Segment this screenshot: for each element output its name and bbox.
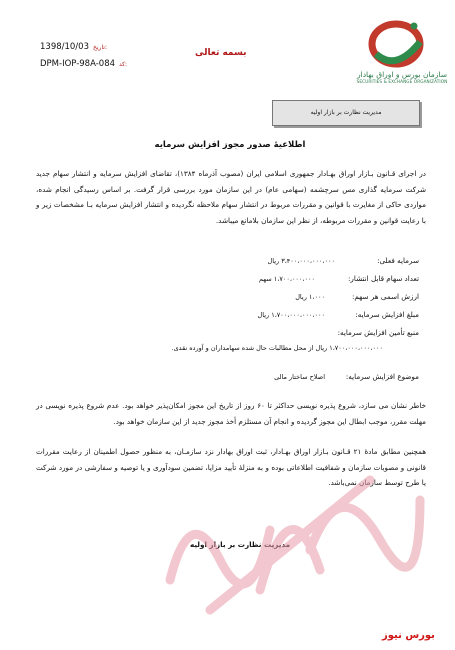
department-banner: مدیریت نظارت بر بازار اولیه (272, 100, 420, 126)
bismillah: بسمه تعالی (195, 48, 247, 58)
field-label-shares: تعداد سهام قابل انتشار: (348, 274, 419, 283)
paragraph-intro: در اجرای قـانون بـازار اوراق بهـادار جمهوری اسلامی ایران (مصوب آذرماه ۱۳۸۴)، تقاضای افزایش سرمایه و انتشار سهام جدید شرکت سرمایه گذاری مس سرچشمه (سهامی عام) در این سازمان مورد بررسی قرار گرفت. بر اساس رسیدگی انجام شده، مواردی حاکی از مغایرت با قوانین و مقررات مربوط در انتشار سهام ملاحظه نگردیده و انتشار افزایش سرمایه بـا مشخصات زیر و با رعایت قوانین و مقررات مربوطه، از نظر این سازمان بلامانع میباشد. (36, 169, 426, 225)
letter-meta (40, 42, 127, 76)
org-name-en: SECURITIES & EXCHANGE ORGANIZATION (356, 79, 448, 84)
field-value-shares: ۱،۷۰۰،۰۰۰،۰۰۰ سهم (258, 275, 315, 283)
field-value-increase-amount: ۱،۷۰۰،۰۰۰،۰۰۰،۰۰۰ ریال (257, 311, 325, 319)
date-label: تاریخ: (93, 44, 107, 51)
field-value-source: ۱،۷۰۰،۰۰۰،۰۰۰،۰۰۰ ریال از محل مطالبات حال شده سهامداران و آورده نقدی. (171, 344, 383, 352)
field-label-capital: سرمایه فعلی: (377, 256, 419, 265)
field-value-subject: اصلاح ساختار مالی (274, 373, 325, 381)
paragraph-disclaimer: همچنین مطابق مادۀ ۲۱ قـانون بـازار اوراق بهـادار، ثبت اوراق بهادار نزد سازمـان، به منظور حصول اطمینان از رعایت مقررات قانونی و مصوبات سازمان و شفافیت اطلاعاتی بوده و به منزلۀ تأیید مزایا، تضمین سودآوری و یا توصیه و سفارشی در مورد شرکت یا طرح توسط سازمان نمی‌باشد. (36, 447, 426, 487)
field-value-capital: ۳،۴۰۰،۰۰۰،۰۰۰،۰۰۰ ریال (267, 257, 335, 265)
paragraph-deadline: خاطر نشان می سازد، شروع پذیره نویسی حداکثر تا ۶۰ روز از تاریخ این مجوز امکان‌پذیر خواهد بود. عدم شروع پذیره نویسی در مهلت مقرر، موجب ابطال این مجوز گردیده و انجام آن مستلزم أخذ مجوز جدید از این سازمان خواهد بود. (36, 401, 426, 426)
field-label-subject: موضوع افزایش سرمایه: (345, 372, 419, 381)
bourse-news-brand: بورس نیوز (382, 630, 435, 641)
document-title: اطلاعیۀ صدور مجوز افزایش سرمایه (154, 140, 306, 150)
org-name-fa: سازمان بورس و اوراق بهادار (356, 70, 447, 79)
field-label-increase-amount: مبلغ افزایش سرمایه: (355, 310, 419, 319)
date-value: 1398/10/03 (40, 42, 89, 52)
signoff: مدیریت نظارت بر بازار اولیه (190, 540, 291, 549)
org-name-block (356, 70, 448, 85)
number-value: DPM-IOP-98A-084 (40, 59, 116, 69)
seo-logo-icon (362, 14, 442, 100)
field-label-par-value: ارزش اسمی هر سهم: (351, 292, 419, 301)
field-label-source: منبع تأمین افزایش سرمایه: (337, 328, 419, 337)
number-label: کد: (119, 61, 128, 68)
field-value-par-value: ۱،۰۰۰ ریال (295, 293, 325, 301)
